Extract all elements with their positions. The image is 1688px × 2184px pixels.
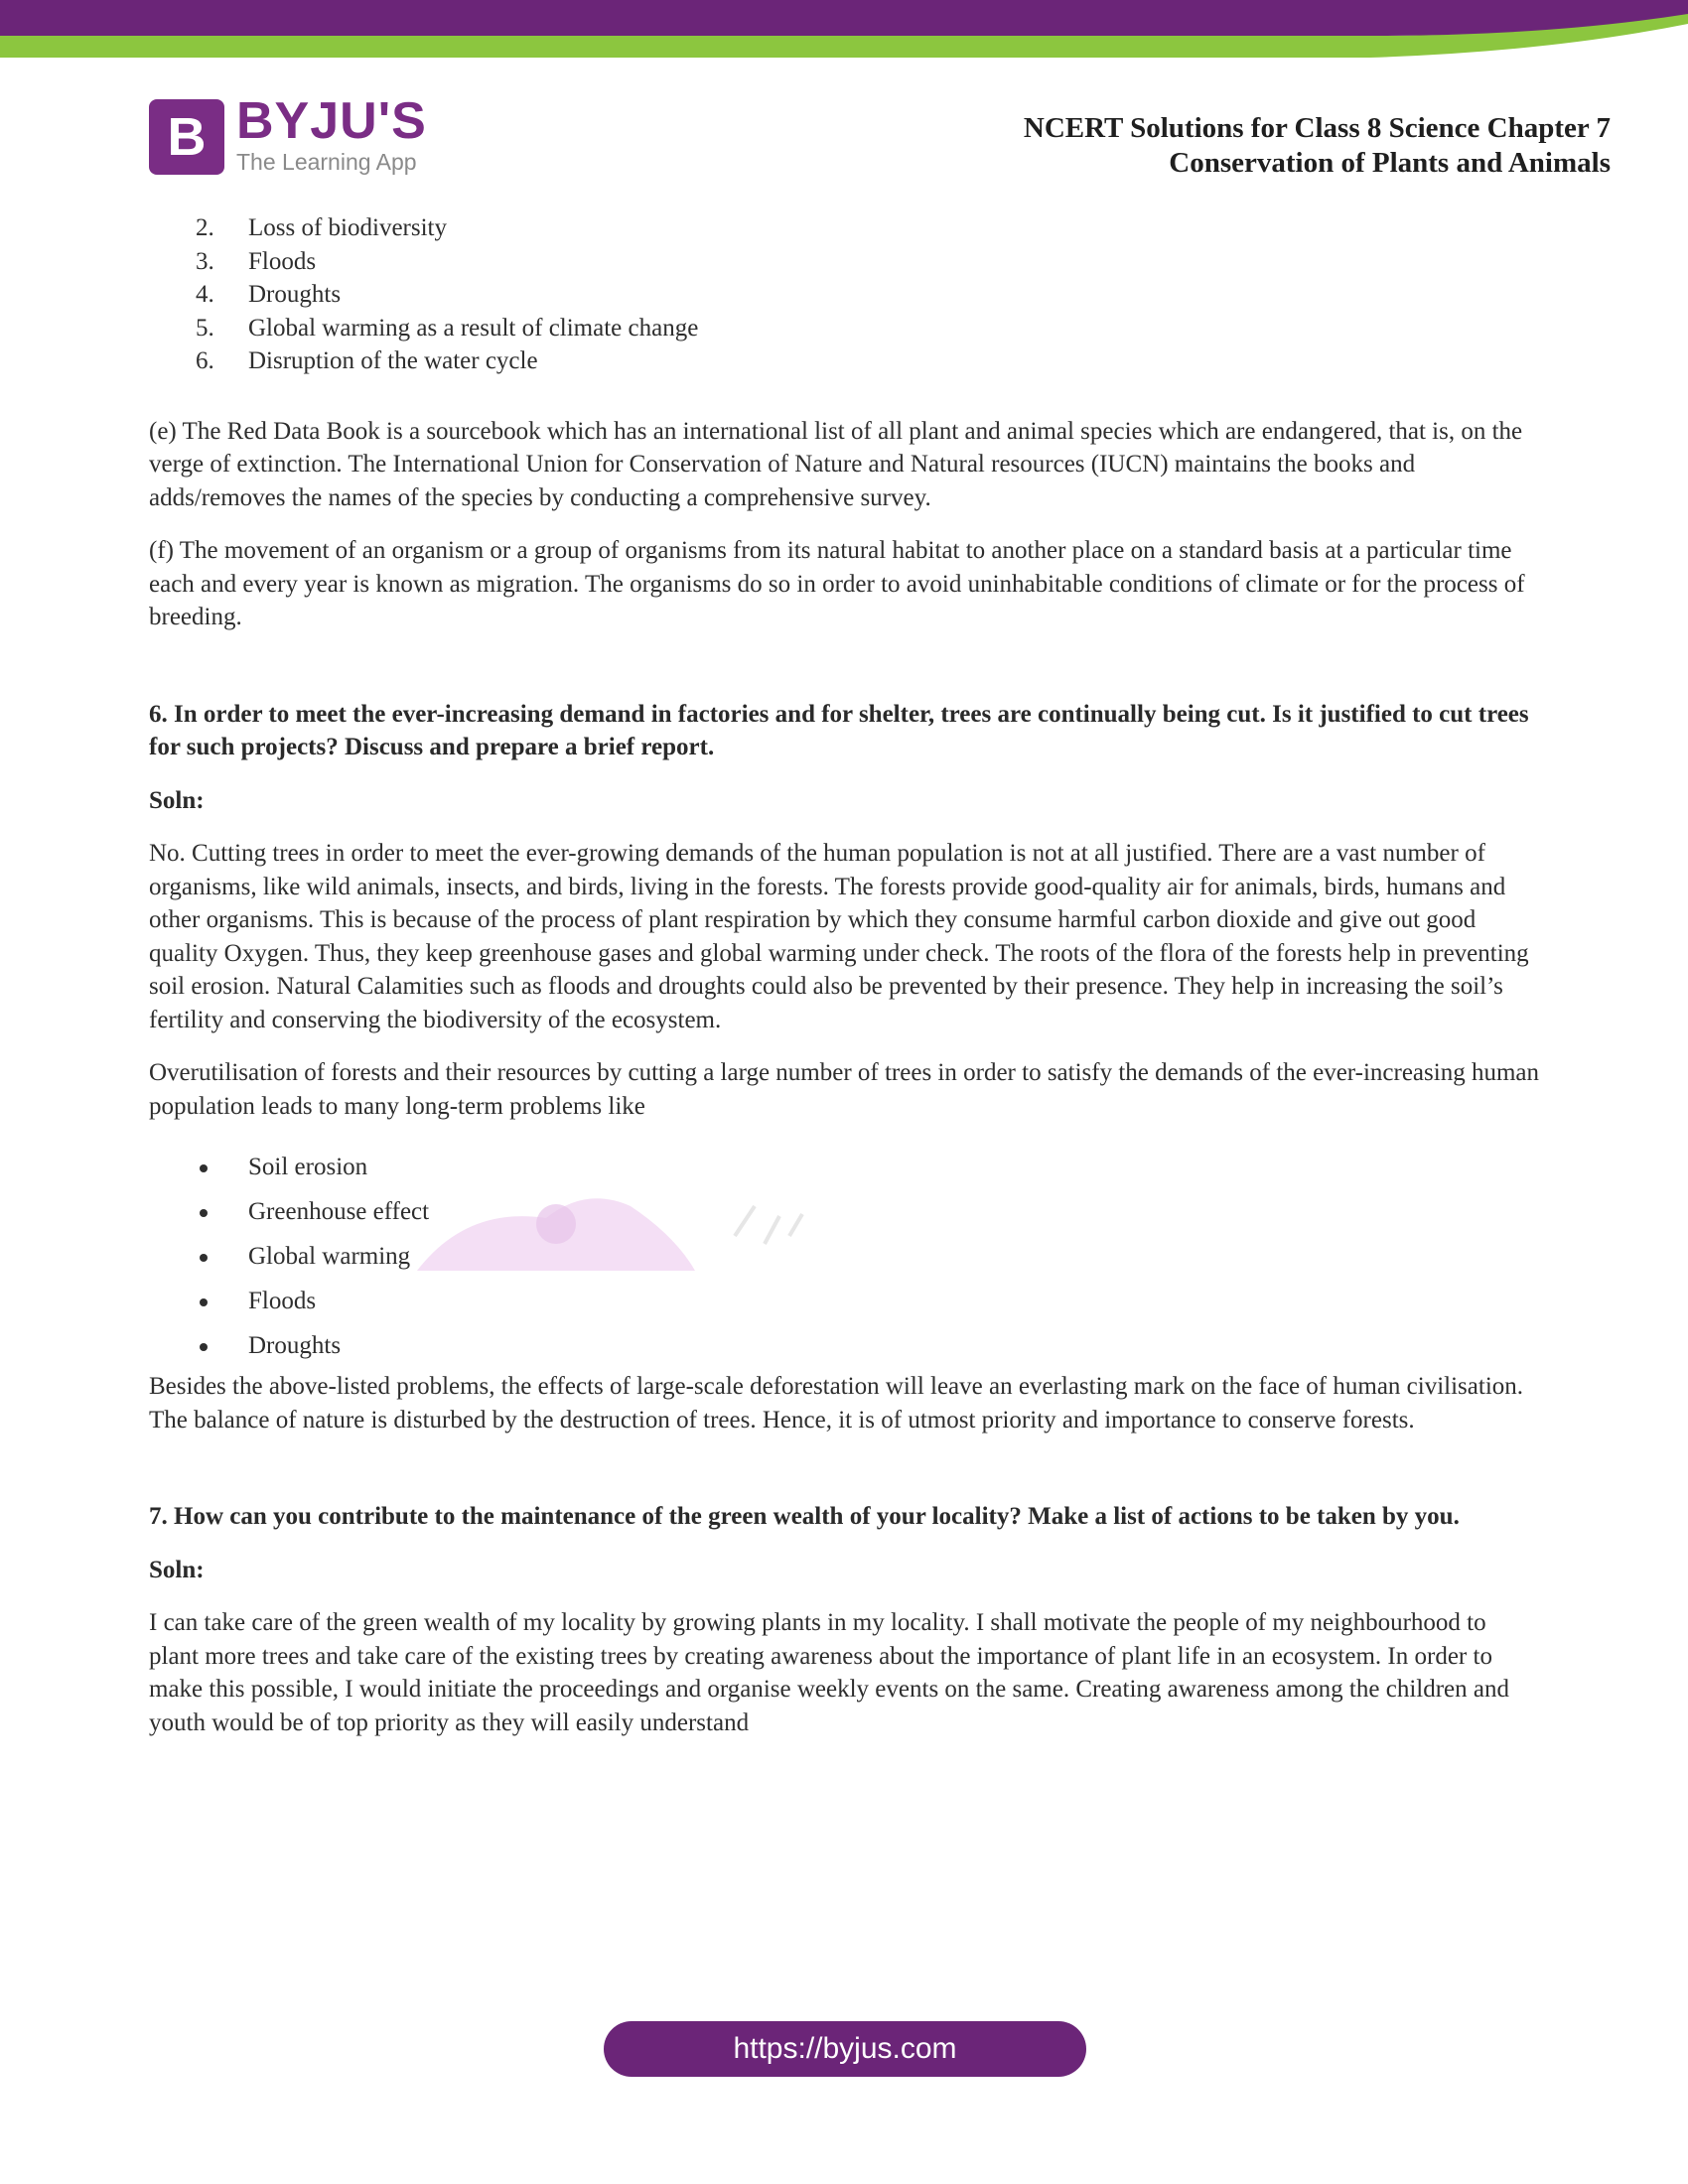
footer-url-link[interactable]: https://byjus.com <box>604 2021 1086 2077</box>
bullet-icon <box>200 1254 208 1262</box>
q7-answer-paragraph-1: I can take care of the green wealth of my locality by growing plants in my locality. I shall motivate the people of my neighbourhood to plant more trees and take care of the existing trees by creating awareness about the importance of plant life in an ecosystem. In order to make this possible, I would initiate the proceedings and organise weekly events on the same. Creating awareness among the children and youth would be of top priority as they will easily understand <box>149 1609 1509 1736</box>
bullet-icon <box>200 1343 208 1351</box>
document-title-line-2: Conservation of Plants and Animals <box>1169 147 1611 179</box>
problems-bullet-list <box>149 1151 1539 1362</box>
list-item: 4. Droughts <box>196 281 342 309</box>
q6-answer-paragraph-3: Besides the above-listed problems, the effects of large-scale deforestation will leave an everlasting mark on the face of human civilisation. The balance of nature is disturbed by the destruction of trees. Hence, it is of utmost priority and importance to conserve forests. <box>149 1373 1524 1433</box>
list-item: Floods <box>149 1285 1539 1329</box>
list-item: 3. Floods <box>196 247 317 275</box>
header-band <box>0 0 1688 62</box>
q6-answer-paragraph-1: No. Cutting trees in order to meet the ever-growing demands of the human population is not at all justified. There are a vast number of organisms, like wild animals, insects, and birds, living in the forests. The forests provide good-quality air for animals, birds, humans and other organisms. This is because of the process of plant respiration by which they consume harmful carbon dioxide and give out good quality Oxygen. Thus, they keep greenhouse gases and global warming under check. The roots of the flora of the forests help in preventing soil erosion. Natural Calamities such as floods and droughts could also be prevented by their presence. They help in increasing the soil’s fertility and conserving the biodiversity of the ecosystem. <box>149 840 1529 1033</box>
numbered-list <box>149 211 1539 378</box>
logo-tagline: The Learning App <box>236 149 417 175</box>
document-title-line-1: NCERT Solutions for Class 8 Science Chapter 7 <box>1023 112 1611 144</box>
list-item: 5. Global warming as a result of climate change <box>196 314 699 341</box>
logo-mark-icon: B <box>149 99 224 175</box>
page-content <box>149 211 1539 1739</box>
list-item: Soil erosion <box>149 1151 1539 1195</box>
document-title <box>856 111 1611 181</box>
question-6: 6. In order to meet the ever-increasing demand in factories and for shelter, trees are continually being cut. Is it justified to cut trees for such projects? Discuss and prepare a brief report. <box>149 700 1529 761</box>
list-item: Droughts <box>149 1329 1539 1362</box>
byjus-logo <box>149 92 437 179</box>
list-item: Greenhouse effect <box>149 1195 1539 1240</box>
answer-paragraph-f: (f) The movement of an organism or a group of organisms from its natural habitat to another place on a standard basis at a particular time each and every year is known as migration. The organisms do so in order to avoid uninhabitable conditions of climate or for the process of breeding. <box>149 537 1525 631</box>
question-7: 7. How can you contribute to the maintenance of the green wealth of your locality? Make a list of actions to be taken by you. <box>149 1503 1460 1531</box>
soln-label: Soln: <box>149 786 205 814</box>
list-item: 6. Disruption of the water cycle <box>196 347 538 375</box>
list-item: 2. Loss of biodiversity <box>196 214 447 241</box>
logo-wordmark: BYJU'S <box>236 92 427 150</box>
bullet-icon <box>200 1209 208 1217</box>
answer-paragraph-e: (e) The Red Data Book is a sourcebook which has an international list of all plant and animal species which are endangered, that is, on the verge of extinction. The International Union for Conservation of Nature and Natural resources (IUCN) maintains the books and adds/removes the names of the species by conducting a comprehensive survey. <box>149 417 1523 511</box>
q6-answer-paragraph-2: Overutilisation of forests and their resources by cutting a large number of trees in order to satisfy the demands of the ever-increasing human population leads to many long-term problems like <box>149 1059 1539 1120</box>
soln-label: Soln: <box>149 1556 205 1583</box>
list-item: Global warming <box>149 1240 1539 1285</box>
bullet-icon <box>200 1298 208 1306</box>
bullet-icon <box>200 1164 208 1172</box>
